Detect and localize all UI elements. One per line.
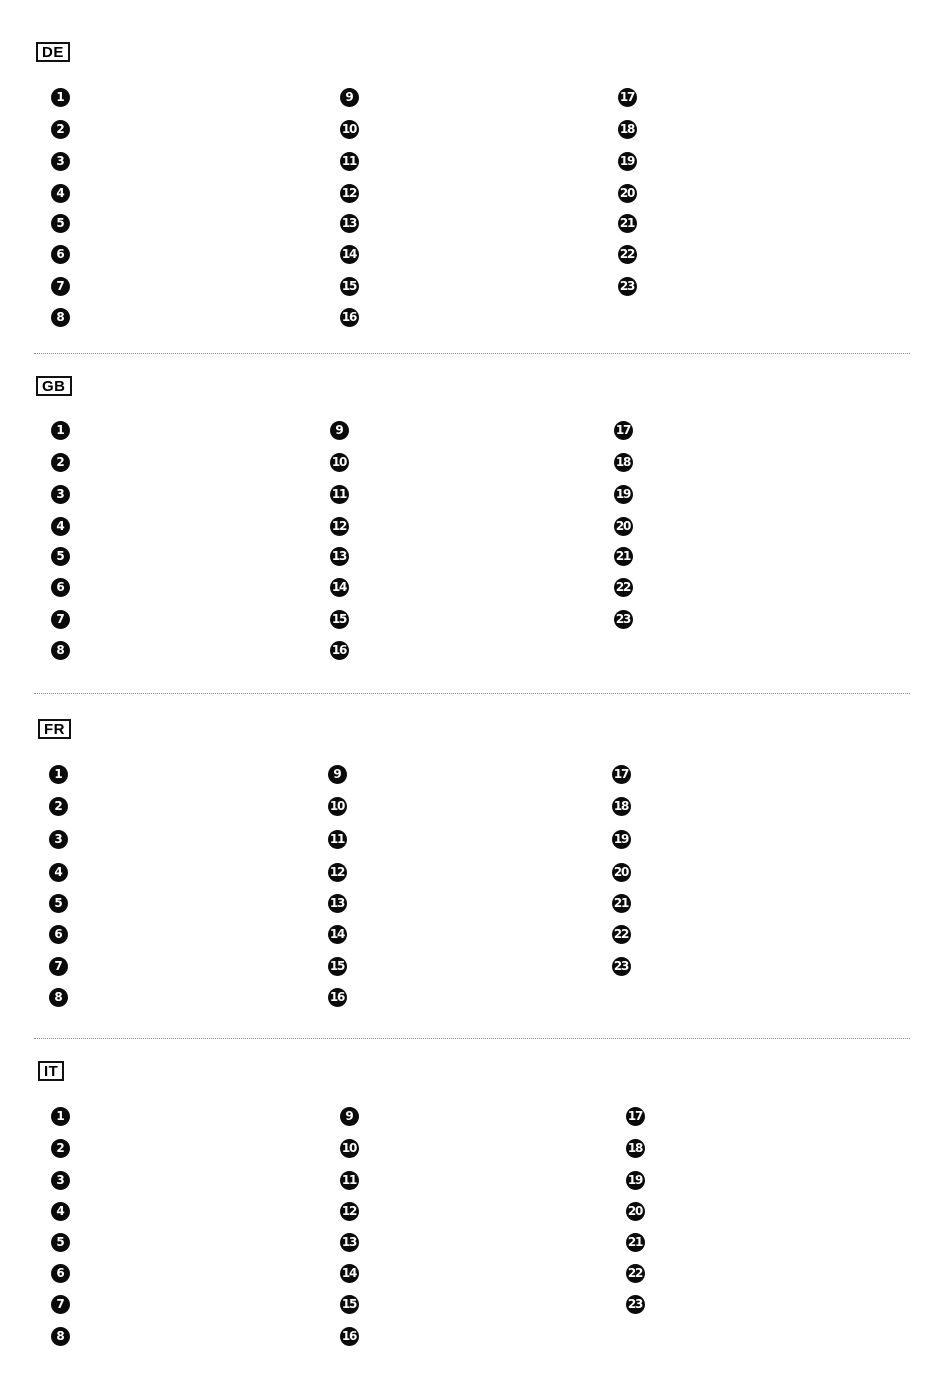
- item-number-circle: 7: [51, 277, 70, 296]
- item-number-circle: 6: [51, 245, 70, 264]
- item-number-circle: 18: [626, 1139, 645, 1158]
- item-number-circle: 10: [340, 120, 359, 139]
- item-number-circle: 21: [618, 214, 637, 233]
- item-number-circle: 23: [614, 610, 633, 629]
- language-code-badge: FR: [38, 719, 71, 739]
- item-number-circle: 8: [49, 988, 68, 1007]
- item-number-circle: 13: [328, 894, 347, 913]
- item-number-circle: 5: [51, 214, 70, 233]
- item-number-circle: 19: [626, 1171, 645, 1190]
- item-number-circle: 1: [51, 421, 70, 440]
- item-number-circle: 2: [51, 120, 70, 139]
- language-code-badge: IT: [38, 1061, 64, 1081]
- item-number-circle: 19: [612, 830, 631, 849]
- item-number-circle: 16: [330, 641, 349, 660]
- item-number-circle: 22: [614, 578, 633, 597]
- item-number-circle: 14: [340, 245, 359, 264]
- item-number-circle: 5: [49, 894, 68, 913]
- item-number-circle: 7: [51, 1295, 70, 1314]
- item-number-circle: 21: [626, 1233, 645, 1252]
- item-number-circle: 10: [330, 453, 349, 472]
- section-divider: [34, 353, 910, 354]
- section-divider: [34, 1038, 910, 1039]
- item-number-circle: 20: [626, 1202, 645, 1221]
- item-number-circle: 11: [340, 1171, 359, 1190]
- item-number-circle: 15: [328, 957, 347, 976]
- item-number-circle: 15: [330, 610, 349, 629]
- item-number-circle: 19: [614, 485, 633, 504]
- item-number-circle: 9: [328, 765, 347, 784]
- item-number-circle: 1: [51, 88, 70, 107]
- item-number-circle: 5: [51, 1233, 70, 1252]
- item-number-circle: 20: [612, 863, 631, 882]
- item-number-circle: 15: [340, 277, 359, 296]
- item-number-circle: 13: [340, 214, 359, 233]
- item-number-circle: 4: [51, 184, 70, 203]
- language-code-badge: DE: [36, 42, 70, 62]
- item-number-circle: 19: [618, 152, 637, 171]
- item-number-circle: 16: [328, 988, 347, 1007]
- item-number-circle: 1: [49, 765, 68, 784]
- item-number-circle: 4: [51, 517, 70, 536]
- item-number-circle: 16: [340, 1327, 359, 1346]
- item-number-circle: 4: [49, 863, 68, 882]
- item-number-circle: 5: [51, 547, 70, 566]
- item-number-circle: 17: [618, 88, 637, 107]
- item-number-circle: 22: [626, 1264, 645, 1283]
- item-number-circle: 8: [51, 1327, 70, 1346]
- item-number-circle: 17: [614, 421, 633, 440]
- section-divider: [34, 693, 910, 694]
- item-number-circle: 18: [612, 797, 631, 816]
- item-number-circle: 16: [340, 308, 359, 327]
- item-number-circle: 3: [49, 830, 68, 849]
- item-number-circle: 3: [51, 485, 70, 504]
- item-number-circle: 3: [51, 152, 70, 171]
- item-number-circle: 17: [612, 765, 631, 784]
- item-number-circle: 8: [51, 641, 70, 660]
- item-number-circle: 15: [340, 1295, 359, 1314]
- item-number-circle: 11: [330, 485, 349, 504]
- item-number-circle: 6: [49, 925, 68, 944]
- item-number-circle: 12: [340, 184, 359, 203]
- item-number-circle: 20: [618, 184, 637, 203]
- item-number-circle: 21: [612, 894, 631, 913]
- item-number-circle: 6: [51, 1264, 70, 1283]
- item-number-circle: 11: [340, 152, 359, 171]
- item-number-circle: 22: [618, 245, 637, 264]
- item-number-circle: 18: [614, 453, 633, 472]
- item-number-circle: 18: [618, 120, 637, 139]
- item-number-circle: 14: [340, 1264, 359, 1283]
- item-number-circle: 4: [51, 1202, 70, 1221]
- item-number-circle: 7: [51, 610, 70, 629]
- item-number-circle: 13: [340, 1233, 359, 1252]
- item-number-circle: 12: [340, 1202, 359, 1221]
- item-number-circle: 2: [51, 1139, 70, 1158]
- language-code-badge: GB: [36, 376, 72, 396]
- item-number-circle: 13: [330, 547, 349, 566]
- item-number-circle: 23: [626, 1295, 645, 1314]
- item-number-circle: 10: [328, 797, 347, 816]
- item-number-circle: 22: [612, 925, 631, 944]
- item-number-circle: 6: [51, 578, 70, 597]
- item-number-circle: 2: [49, 797, 68, 816]
- item-number-circle: 3: [51, 1171, 70, 1190]
- item-number-circle: 14: [330, 578, 349, 597]
- item-number-circle: 17: [626, 1107, 645, 1126]
- item-number-circle: 9: [330, 421, 349, 440]
- item-number-circle: 12: [330, 517, 349, 536]
- item-number-circle: 7: [49, 957, 68, 976]
- item-number-circle: 12: [328, 863, 347, 882]
- item-number-circle: 10: [340, 1139, 359, 1158]
- item-number-circle: 20: [614, 517, 633, 536]
- item-number-circle: 11: [328, 830, 347, 849]
- item-number-circle: 23: [618, 277, 637, 296]
- item-number-circle: 9: [340, 1107, 359, 1126]
- item-number-circle: 14: [328, 925, 347, 944]
- item-number-circle: 23: [612, 957, 631, 976]
- item-number-circle: 8: [51, 308, 70, 327]
- item-number-circle: 21: [614, 547, 633, 566]
- item-number-circle: 2: [51, 453, 70, 472]
- item-number-circle: 1: [51, 1107, 70, 1126]
- item-number-circle: 9: [340, 88, 359, 107]
